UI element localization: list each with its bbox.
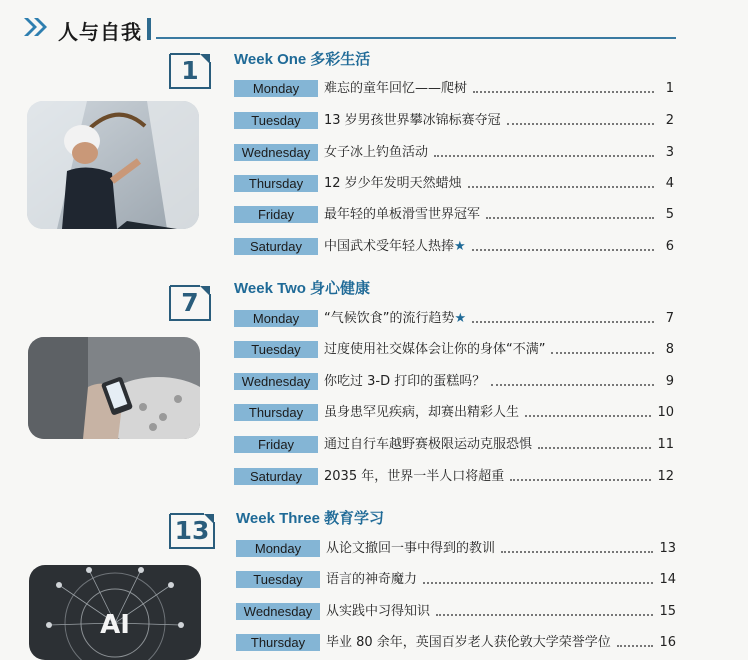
topic-text: 从论文撤回一事中得到的教训 [326,541,496,556]
page-number: 9 [665,374,674,389]
topic-line [324,436,674,454]
topic-line [324,206,674,224]
week-two-title [234,277,370,298]
page-number: 4 [665,176,674,191]
dot-leader [468,186,654,188]
topic-line [324,404,674,422]
topic-text: 难忘的童年回忆——爬树 [324,81,468,96]
day-tab: Saturday [234,238,318,255]
dot-leader [551,352,654,354]
dot-leader [491,384,654,386]
dot-leader [423,582,653,584]
topic-line [324,112,674,130]
day-tab: Friday [234,436,318,453]
week-three-number: 13 [174,516,210,545]
day-tab: Thursday [236,634,320,651]
phone-photo [28,337,200,439]
page-number: 8 [665,342,674,357]
topic-text: 语言的神奇魔力 [326,572,418,587]
day-tab: Wednesday [234,144,318,161]
dot-leader [486,217,654,219]
dot-leader [436,614,653,616]
toc-row[interactable] [234,404,674,424]
day-tab: Tuesday [234,112,318,129]
dot-leader [472,321,654,323]
topic-text: 毕业 80 余年，英国百岁老人获伦敦大学荣誉学位 [326,635,611,650]
toc-row[interactable] [234,80,674,100]
star-icon: ★ [454,311,467,326]
week-two-title-en: Week Two [234,280,306,297]
dot-leader [617,645,654,647]
week-one-title [234,48,370,69]
dot-leader [434,155,654,157]
topic-text: 最年轻的单板滑雪世界冠军 [324,207,481,222]
toc-row[interactable] [234,144,674,164]
page-number: 5 [665,207,674,222]
toc-row[interactable] [234,206,674,226]
week-three-title-cn: 教育学习 [323,509,384,527]
topic-text: 2035 年，世界一半人口将超重 [324,469,505,484]
week-three-badge [168,512,216,550]
toc-row[interactable] [236,634,676,654]
section-header [0,14,748,44]
toc-row[interactable] [234,310,674,330]
header-rule [156,37,676,39]
day-tab: Thursday [234,175,318,192]
topic-line [324,468,674,486]
topic-text: 从实践中习得知识 [326,604,431,619]
topic-text: 通过自行车越野赛极限运动克服恐惧 [324,437,533,452]
topic-text: 你吃过 3-D 打印的蛋糕吗？ [324,374,486,389]
toc-row[interactable] [234,175,674,195]
topic-line [326,634,676,652]
topic-text: 虽身患罕见疾病，却赛出精彩人生 [324,405,520,420]
dot-leader [525,415,651,417]
dot-leader [538,447,651,449]
topic-line [326,571,676,589]
double-chevron-icon [22,16,52,38]
day-tab: Tuesday [236,571,320,588]
toc-row[interactable] [234,112,674,132]
week-one-title-en: Week One [234,51,307,68]
toc-row[interactable] [236,540,676,560]
page-number: 14 [659,572,676,587]
page-number: 11 [657,437,674,452]
topic-text: 中国武术受年轻人热捧 [324,239,455,254]
topic-line [324,341,674,359]
day-tab: Saturday [234,468,318,485]
day-tab: Monday [234,310,318,327]
ai-label: AI [100,610,130,640]
week-two-number: 7 [181,288,199,317]
toc-row[interactable] [234,341,674,361]
topic-text: 12 岁少年发明天然蜡烛 [324,176,462,191]
page-number: 2 [665,113,674,128]
week-three-title-en: Week Three [236,510,320,527]
topic-line [324,80,674,98]
topic-line [326,603,676,621]
topic-text: 女子冰上钓鱼活动 [324,145,429,160]
dot-leader [501,551,653,553]
topic-line [324,175,674,193]
week-two-badge [168,284,212,322]
topic-line [324,373,674,391]
topic-line [324,310,674,328]
week-three-title [236,507,384,528]
dot-leader [510,479,651,481]
section-title: 人与自我 [58,20,142,44]
week-one-number: 1 [181,56,199,85]
topic-line [324,144,674,162]
toc-row[interactable] [234,238,674,258]
page-number: 10 [657,405,674,420]
dot-leader [507,123,654,125]
ai-photo [29,565,201,660]
dot-leader [472,249,654,251]
dot-leader [473,91,654,93]
day-tab: Wednesday [236,603,320,620]
day-tab: Wednesday [234,373,318,390]
topic-text: 过度使用社交媒体会让你的身体“不满” [324,342,546,357]
day-tab: Friday [234,206,318,223]
topic-line [324,238,674,256]
page-number: 13 [659,541,676,556]
page-number: 7 [665,311,674,326]
header-bar [147,18,151,40]
page-number: 3 [665,145,674,160]
week-two-title-cn: 身心健康 [309,279,370,297]
toc-row[interactable] [234,436,674,456]
day-tab: Monday [236,540,320,557]
week-one-badge [168,52,212,90]
page-number: 6 [665,239,674,254]
climbing-photo [27,101,199,229]
star-icon: ★ [454,239,466,254]
page-number: 12 [657,469,674,484]
topic-text: “气候饮食”的流行趋势 [324,311,455,326]
day-tab: Tuesday [234,341,318,358]
topic-text: 13 岁男孩世界攀冰锦标赛夺冠 [324,113,501,128]
toc-row[interactable] [234,373,674,393]
day-tab: Monday [234,80,318,97]
week-one-title-cn: 多彩生活 [310,50,371,68]
toc-row[interactable] [236,571,676,591]
toc-row[interactable] [236,603,676,623]
toc-row[interactable] [234,468,674,488]
topic-line [326,540,676,558]
page-number: 15 [659,604,676,619]
page-number: 16 [659,635,676,650]
day-tab: Thursday [234,404,318,421]
page-number: 1 [665,81,674,96]
